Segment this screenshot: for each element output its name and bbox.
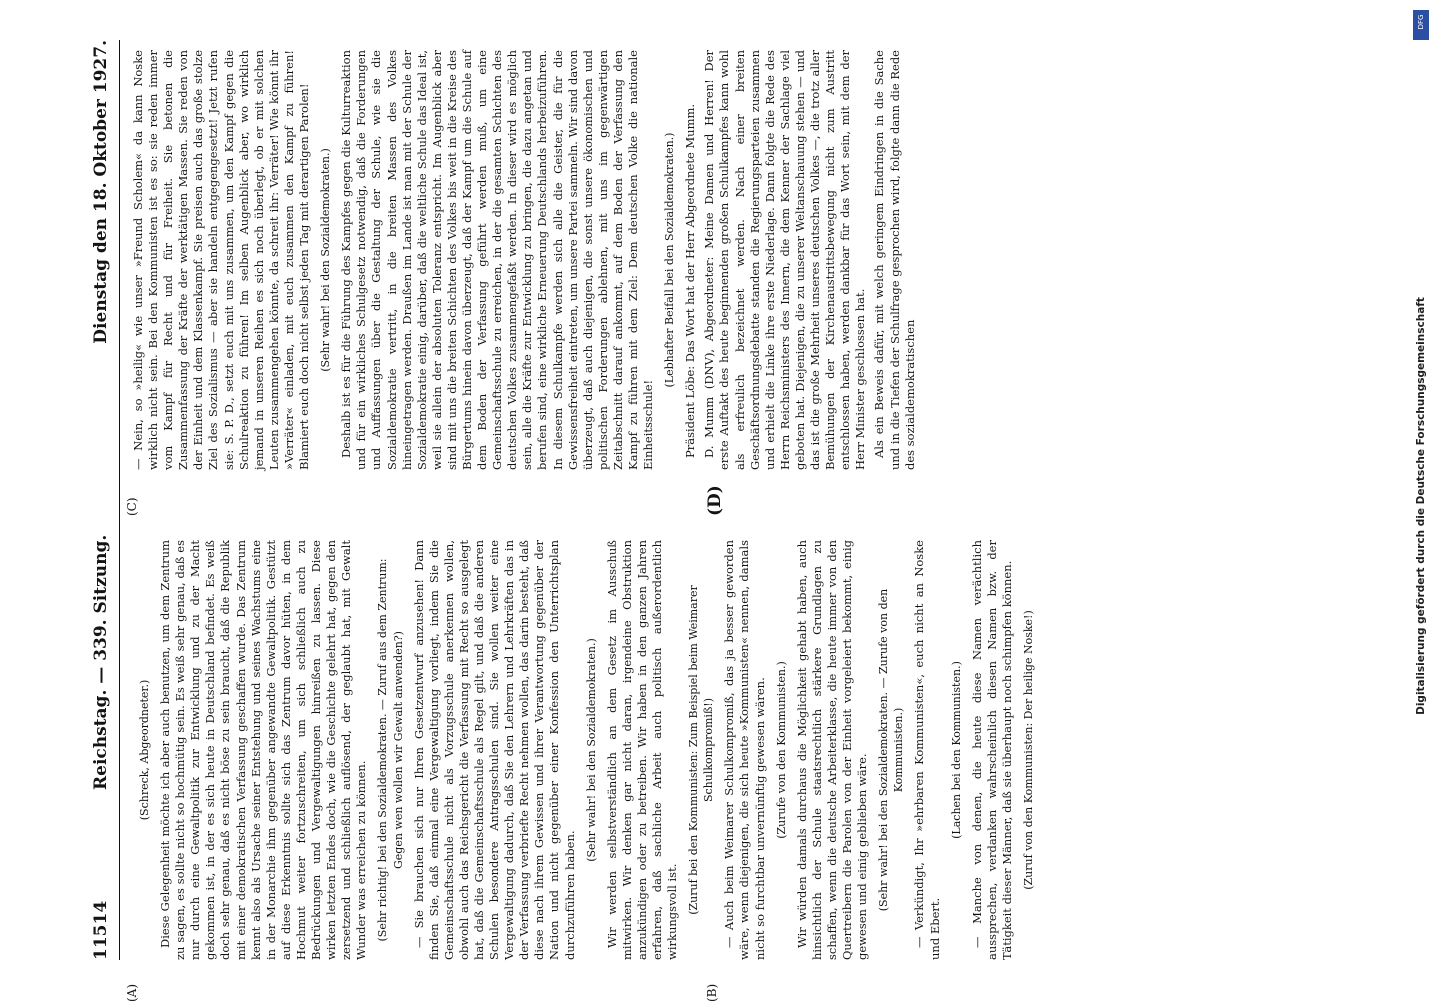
stage-direction: (Zuruf von den Kommunisten: Der heilige Noske!) (1021, 610, 1035, 890)
paragraph: Diese Gelegenheit möchte ich aber auch benutzen, um dem Zentrum zu sagen, es sollte nicht so hochmütig sein. Es weiß sehr genau, daß es nur durch eine Gewaltpolitik zur Entwicklung und zu der Macht gekommen ist, in der es sich heute in Deutschland befindet. Es weiß doch sehr genau, daß es nicht böse zu sein braucht, daß die Republik mit einer demokratischen Verfassung geschaffen wurde. Das Zentrum kennt also als Ursache seiner Entstehung und seines Wachstums eine in der Monarchie ihm gegenüber angewandte Gewaltpolitik. Gestützt auf diese Erkenntnis sollte sich das Zentrum davor hüten, in dem Hochmut weiter fortzuschreiten, um sich schließlich auch zu Bedrückungen und Vergewaltigungen hinreißen zu lassen. Diese wirken letzten Endes doch, wie die Geschichte gelehrt hat, gegen den zersetzend und schließlich auflösend, der geglaubt hat, mit Gewalt Wunder was erreichen zu können. (158, 540, 369, 960)
digitization-credit: Digitalisierung gefördert durch die Deutsche Forschungsgemeinschaft (1415, 297, 1427, 715)
paragraph: Wir werden selbstverständlich an dem Gesetz im Ausschuß mitwirken. Wir denken gar nicht daran, irgendeine Obstruktion anzukündigen oder zu betreiben. Wir haben in den ganzen Jahren erfahren, daß sachliche Arbeit auch politisch außerordentlich wirkungsvoll ist. (604, 540, 680, 960)
dfg-logo-text: DFG (1417, 14, 1425, 30)
paragraph: D. Mumm (DNV), Abgeordneter: Meine Damen und Herren! Der erste Auftakt des heute beginnenden großen Schulkampfes kann wohl als erfreulich bezeichnet werden. Nach einer breiten Geschäftsordnungsdebatte standen die Regierungsparteien zusammen und erhielt die Linke ihre erste Niederlage. Dann folgte die Rede des Herrn Reichsministers des Innern, die dem Kenner der Sachlage viel geboten hat. Diejenigen, die zu unserer Weltanschauung stehen — und das ist die große Mehrheit unseres deutschen Volkes —, die trotz aller Bemühungen der Kirchenaustrittsbewegung nicht zum Austritt entschlossen haben, werden dankbar für das Wort sein, mit dem der Herr Minister geschlossen hat. (702, 50, 868, 470)
paragraph: — Verkündigt, Ihr »ehrbaren Kommunisten«, euch nicht an Noske und Ebert. (912, 540, 942, 960)
digitization-sidebar (1408, 0, 1434, 1000)
margin-mark-b: (B) (705, 983, 719, 1002)
stage-direction: (Schreck, Abgeordneter.) (138, 679, 151, 821)
paragraph: — Nein, so »heilig« wie unser »Freund Scholem« da kann Noske wirklich nicht sein. Bei den Kommunisten ist es so: sie reden immer vom Kampf für Recht und für Freiheit. Sie betonen die Zusammenfassung der Kräfte der werktätigen Massen. Sie reden von der Einheit und dem Klassenkampf. Sie preisen auch das große stolze Ziel des Sozialismus — aber sie handeln entgegengesetzt! Jetzt rufen sie: S. P. D., setzt euch mit uns zusammen, um den Kampf gegen die Schulreaktion zu führen! Im selben Augenblick aber, wo wirklich jemand in unseren Reihen es sich noch überlegt, ob er mit solchen Leuten zusammengehen könnte, da schreit ihr: Verräter! Wie könnt ihr »Verräter« einladen, mit euch zusammen den Kampf zu führen! Blamiert euch doch nicht selbst jeden Tag mit derartigen Parolen! (131, 50, 312, 470)
stage-direction: (Sehr wahr! bei den Sozialdemokraten. — Zurufe von den Kommunisten.) (877, 588, 906, 912)
header-date: Dienstag den 18. Oktober 1927. (91, 40, 111, 344)
paragraph: Wir würden damals durchaus die Möglichkeit gehabt haben, auch hinsichtlich der Schule staatsrechtlich stärkere Grundlagen zu schaffen, wenn die deutsche Arbeiterklasse, die heute immer von den Quertreibern die Parolen von der Einheit vorgeleiert bekommt, einig gewesen und einig geblieben wäre. (794, 540, 870, 960)
margin-mark-c: (C) (125, 497, 139, 516)
page-header (85, 40, 119, 960)
paragraph: — Sie brauchen sich nur Ihren Gesetzentwurf anzusehen! Dann finden Sie, daß einmal eine Vergewaltigung vorliegt, indem Sie die Gemeinschaftsschule nicht als Vorzugsschule anerkennen wollen, obwohl auch das Reichsgericht die Verfassung mit Recht so ausgelegt hat, daß die Gemeinschaftsschule als Regel gilt, und daß die anderen Schulen besondere Antragsschulen sind. Sie wollen weiter eine Vergewaltigung dadurch, daß Sie den Lehrern und Lehrkräften das in der Verfassung verbriefte Recht nehmen wollen, das darin besteht, daß diese nach ihrem Gewissen und ihrer Verantwortung gegenüber der Nation und nicht gegenüber einer Konfession den Unterrichtsplan durchzuführen haben. (411, 540, 577, 960)
margin-mark-d: (D) (705, 485, 725, 516)
stage-direction: (Zuruf bei den Kommunisten: Zum Beispiel beim Weimarer Schulkompromiß!) (687, 585, 716, 915)
page-number: 11514 (91, 900, 111, 960)
stage-direction: (Sehr wahr! bei den Sozialdemokraten.) (584, 638, 598, 862)
stage-direction: (Zurufe von den Kommunisten.) (774, 661, 788, 839)
stage-direction: (Lachen bei den Kommunisten.) (949, 661, 963, 839)
rotated-page-content (85, 40, 1345, 1002)
stage-direction: (Sehr wahr! bei den Sozialdemokraten.) (319, 148, 333, 372)
stage-direction: (Sehr richtig! bei den Sozialdemokraten. — Zuruf aus dem Zentrum: Gegen wen wollen wir Gewalt anwenden?) (376, 558, 405, 942)
paragraph: Als ein Beweis dafür, mit welch geringem Eindringen in die Sache und in die Tiefen der Schulfrage gesprochen wird, folgte dann die Rede des sozialdemokratischen (872, 50, 917, 470)
paragraph: — Manche von denen, die heute diese Namen verächtlich aussprechen, verdanken wahrscheinlich diesen Namen bzw. der Tätigkeit dieser Männer, daß sie überhaupt noch schimpfen können. (969, 540, 1014, 960)
right-column (131, 50, 922, 470)
paragraph: Deshalb ist es für die Führung des Kampfes gegen die Kulturreaktion und für ein wirkliches Schulgesetz notwendig, daß die Forderungen und Auffassungen über die Gestaltung der Schule, wie sie die Sozialdemokratie vertritt, in die breiten Massen des Volkes hineingetragen werden. Draußen im Lande ist man mit der Schule der Sozialdemokratie einig, darüber, daß die weltliche Schule das Ideal ist, weil sie allein der absoluten Toleranz entspricht. Im Augenblick aber sind mit uns die breiten Schichten des Volkes bis weit in die Kreise des Bürgertums hinein davon überzeugt, daß der Kampf um die Schule auf dem Boden der Verfassung geführt werden muß, um eine Gemeinschaftsschule zu erreichen, in der die gesamten Schichten des deutschen Volkes zusammengefaßt werden. In dieser wird es möglich sein, alle die Kräfte zur Entwicklung zu bringen, die dazu angetan und berufen sind, eine wirkliche Erneuerung Deutschlands herbeizuführen. In diesem Schulkampfe werden sich alle die Geister, die für die Gewissensfreiheit eintreten, um unsere Partei sammeln. Wir sind davon überzeugt, daß auch diejenigen, die sonst unsere ökonomischen und politischen Forderungen ablehnen, mit uns im gegenwärtigen Zeitabschnitt darauf ankommt, auf dem Boden der Verfassung den Kampf zu führen mit dem Ziel: Dem deutschen Volke die nationale Einheitsschule! (339, 50, 656, 470)
paragraph: — Auch beim Weimarer Schulkompromiß, das ja besser geworden wäre, wenn diejenigen, die sich heute »Kommunisten« nennen, damals nicht so furchtbar unvernünftig gewesen wären. (722, 540, 767, 960)
paragraph: Präsident Löbe: Das Wort hat der Herr Abgeordnete Mumm. (683, 103, 698, 458)
document-page (85, 40, 1345, 1002)
header-session: Reichstag. — 339. Sitzung. (91, 534, 111, 790)
stage-direction: (Lebhafter Beifall bei den Sozialdemokraten.) (663, 132, 677, 388)
header-rule (119, 40, 120, 960)
left-column (131, 540, 1042, 960)
margin-mark-a: (A) (125, 983, 139, 1002)
